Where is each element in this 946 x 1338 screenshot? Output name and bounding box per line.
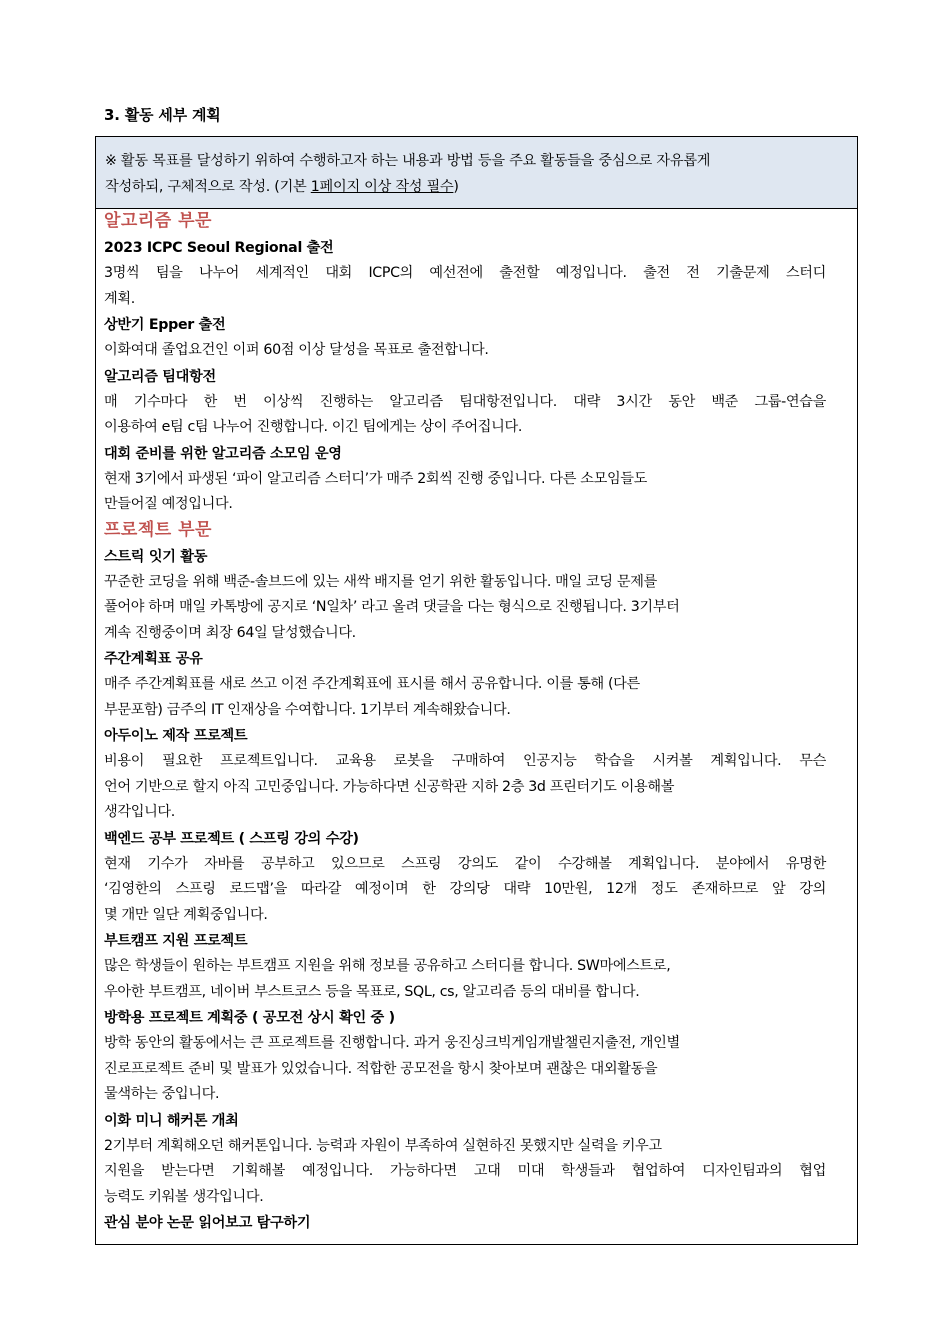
- activity-description-line: 이용하여 e팀 c팀 나누어 진행합니다. 이긴 팀에게는 상이 주어집니다.: [104, 419, 523, 435]
- instruction-prefix: 작성하되, 구체적으로 작성. (기본: [105, 179, 311, 195]
- activity-description-line: 방학 동안의 활동에서는 큰 프로젝트를 진행합니다. 과거 웅진싱크빅게임개발챌린지출전, 개인별: [104, 1035, 680, 1051]
- activity-description-line: 언어 기반으로 할지 아직 고민중입니다. 가능하다면 신공학관 지하 2층 3d 프린터기도 이용해볼: [104, 778, 675, 795]
- activity-description-line: 현재 기수가 자바를 공부하고 있으므로 스프링 강의도 같이 수강해볼 계획입니다. 분야에서 유명한: [104, 855, 826, 872]
- instruction-line-1: ※ 활동 목표를 달성하기 위하여 수행하고자 하는 내용과 방법 등을 주요 활동들을 중심으로 자유롭게: [105, 153, 711, 169]
- activity-description-line: 계획.: [104, 290, 135, 307]
- activity-title: 아두이노 제작 프로젝트: [104, 728, 248, 744]
- activity-description-line: 계속 진행중이며 최장 64일 달성했습니다.: [104, 624, 356, 641]
- activity-description-line: 현재 3기에서 파생된 ‘파이 알고리즘 스터디’가 매주 2회씩 진행 중입니다. 다른 소모임들도: [104, 470, 648, 487]
- activity-title: 대회 준비를 위한 알고리즘 소모임 운영: [104, 445, 342, 462]
- activity-description-line: 꾸준한 코딩을 위해 백준-솔브드에 있는 새싹 배지를 얻기 위한 활동입니다. 매일 코딩 문제를: [104, 573, 657, 590]
- activity-description-line: 만들어질 예정입니다.: [104, 496, 233, 512]
- activity-title: 스트릭 잇기 활동: [104, 548, 208, 565]
- activity-description-line: 지원을 받는다면 기획해볼 예정입니다. 가능하다면 고대 미대 학생들과 협업하여 디자인팀과의 협업: [104, 1163, 826, 1179]
- activity-title: 이화 미니 해커톤 개최: [104, 1112, 239, 1129]
- activity-title: 주간계획표 공유: [104, 651, 203, 667]
- activity-title: 방학용 프로젝트 계획중 ( 공모전 상시 확인 중 ): [104, 1010, 395, 1026]
- activity-description-line: 몇 개만 일단 계획중입니다.: [104, 906, 268, 923]
- activity-description-line: 물색하는 중입니다.: [104, 1086, 220, 1102]
- activity-description-line: 이화여대 졸업요건인 이퍼 60점 이상 달성을 목표로 출전합니다.: [104, 342, 489, 358]
- activity-description-line: 비용이 필요한 프로젝트입니다. 교육용 로봇을 구매하여 인공지능 학습을 시켜볼 계획입니다. 무슨: [104, 753, 826, 769]
- activity-description-line: 능력도 키워볼 생각입니다.: [104, 1188, 264, 1205]
- activity-title: 2023 ICPC Seoul Regional 출전: [104, 240, 334, 256]
- activity-description-line: 부문포함) 금주의 IT 인재상을 수여합니다. 1기부터 계속해왔습니다.: [104, 701, 511, 718]
- section-heading: 3. 활동 세부 계획: [104, 106, 221, 124]
- part-title: 프로젝트 부문: [104, 519, 212, 540]
- activity-title: 상반기 Epper 출전: [104, 317, 226, 333]
- activity-description-line: 매주 주간계획표를 새로 쓰고 이전 주간계획표에 표시를 해서 공유합니다. 이를 통해 (다른: [104, 676, 640, 692]
- activity-title: 백엔드 공부 프로젝트 ( 스프링 강의 수강): [104, 830, 359, 847]
- activity-title: 관심 분야 논문 읽어보고 탐구하기: [104, 1215, 311, 1231]
- activity-description-line: 생각입니다.: [104, 804, 175, 820]
- part-title: 알고리즘 부문: [104, 211, 212, 231]
- activity-description-line: 매 기수마다 한 번 이상씩 진행하는 알고리즘 팀대항전입니다. 대략 3시간 동안 백준 그룹-연습을: [104, 393, 826, 410]
- activity-title: 부트캠프 지원 프로젝트: [104, 933, 248, 949]
- activity-description-line: 우아한 부트캠프, 네이버 부스트코스 등을 목표로, SQL, cs, 알고리즘 등의 대비를 합니다.: [104, 983, 640, 1000]
- activity-description-line: 풀어야 하며 매일 카톡방에 공지로 ‘N일차’ 라고 올려 댓글을 다는 형식으로 진행됩니다. 3기부터: [104, 599, 680, 615]
- instruction-suffix: ): [453, 179, 459, 195]
- activity-description-line: ‘김영한의 스프링 로드맵’을 따라갈 예정이며 한 강의당 대략 10만원, 12개 정도 존재하므로 앞 강의: [104, 881, 826, 897]
- activity-description-line: 3명씩 팀을 나누어 세계적인 대회 ICPC의 예선전에 출전할 예정입니다. 출전 전 기출문제 스터디: [104, 265, 826, 281]
- activity-plan-content: [95, 208, 858, 1245]
- instruction-box: [95, 136, 858, 209]
- instruction-required: 1페이지 이상 작성 필수: [310, 179, 454, 195]
- activity-description-line: 2기부터 계획해오던 해커톤입니다. 능력과 자원이 부족하여 실현하진 못했지만 실력을 키우고: [104, 1137, 662, 1154]
- activity-title: 알고리즘 팀대항전: [104, 368, 216, 385]
- activity-description-line: 많은 학생들이 원하는 부트캠프 지원을 위해 정보를 공유하고 스터디를 합니다. SW마에스트로,: [104, 958, 671, 974]
- instruction-line-2: [105, 174, 847, 200]
- activity-description-line: 진로프로젝트 준비 및 발표가 있었습니다. 적합한 공모전을 항시 찾아보며 괜찮은 대외활동을: [104, 1060, 658, 1077]
